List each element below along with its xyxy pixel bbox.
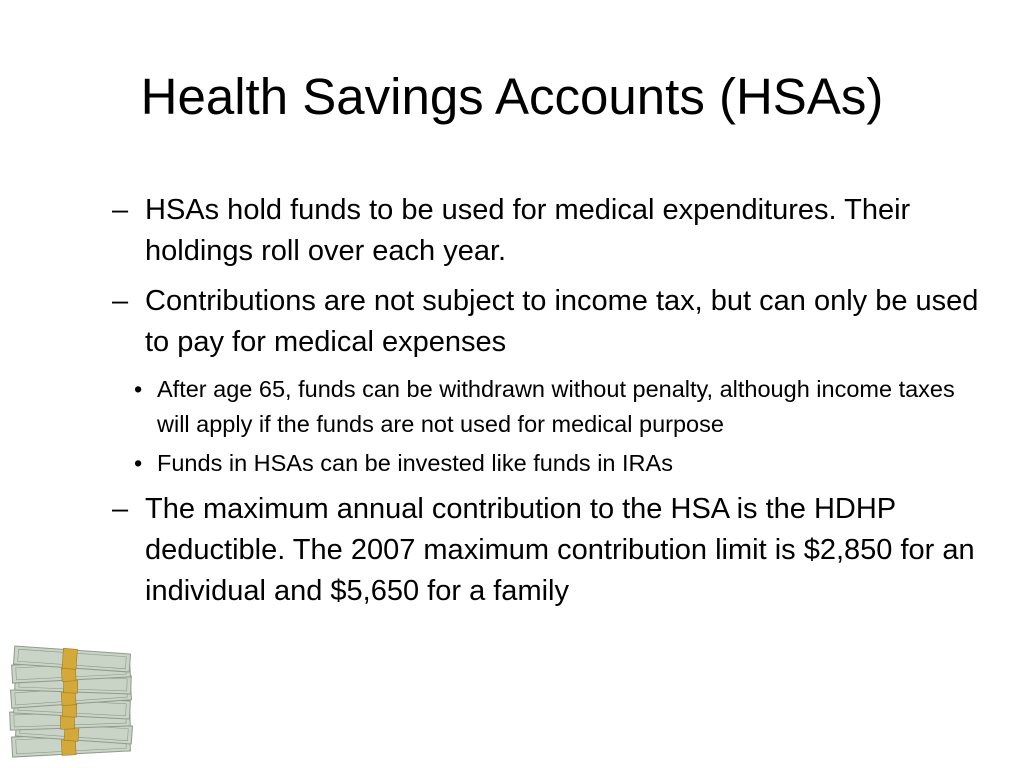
slide-title: Health Savings Accounts (HSAs) [140, 68, 884, 125]
bullet-list [112, 190, 982, 621]
bullet-item [112, 489, 982, 612]
money-stack-icon [8, 638, 138, 760]
dash-marker: – [112, 194, 129, 226]
sub-bullet-text: Funds in HSAs can be invested like funds in IRAs [157, 450, 673, 476]
sub-bullet-text: After age 65, funds can be withdrawn without penalty, although income taxes will apply if the funds are not used for medical purpose [157, 376, 955, 437]
bullet-item [112, 190, 982, 272]
dash-marker: – [112, 492, 129, 525]
dot-marker: • [134, 450, 143, 476]
dot-marker: • [134, 376, 143, 402]
bullet-text: The maximum annual contribution to the HSA is the HDHP deductible. The 2007 maximum contribution limit is $2,850 for an individual and $5,650 for a family [145, 492, 975, 607]
sub-bullet-item [112, 372, 967, 441]
bullet-text: HSAs hold funds to be used for medical expenditures. Their holdings roll over each year. [145, 194, 911, 267]
sub-bullet-item [112, 446, 967, 481]
bullet-item [112, 281, 982, 363]
dash-marker: – [112, 285, 129, 317]
sub-bullet-list [112, 372, 982, 481]
bullet-text: Contributions are not subject to income tax, but can only be used to pay for medical expenses [145, 285, 979, 358]
